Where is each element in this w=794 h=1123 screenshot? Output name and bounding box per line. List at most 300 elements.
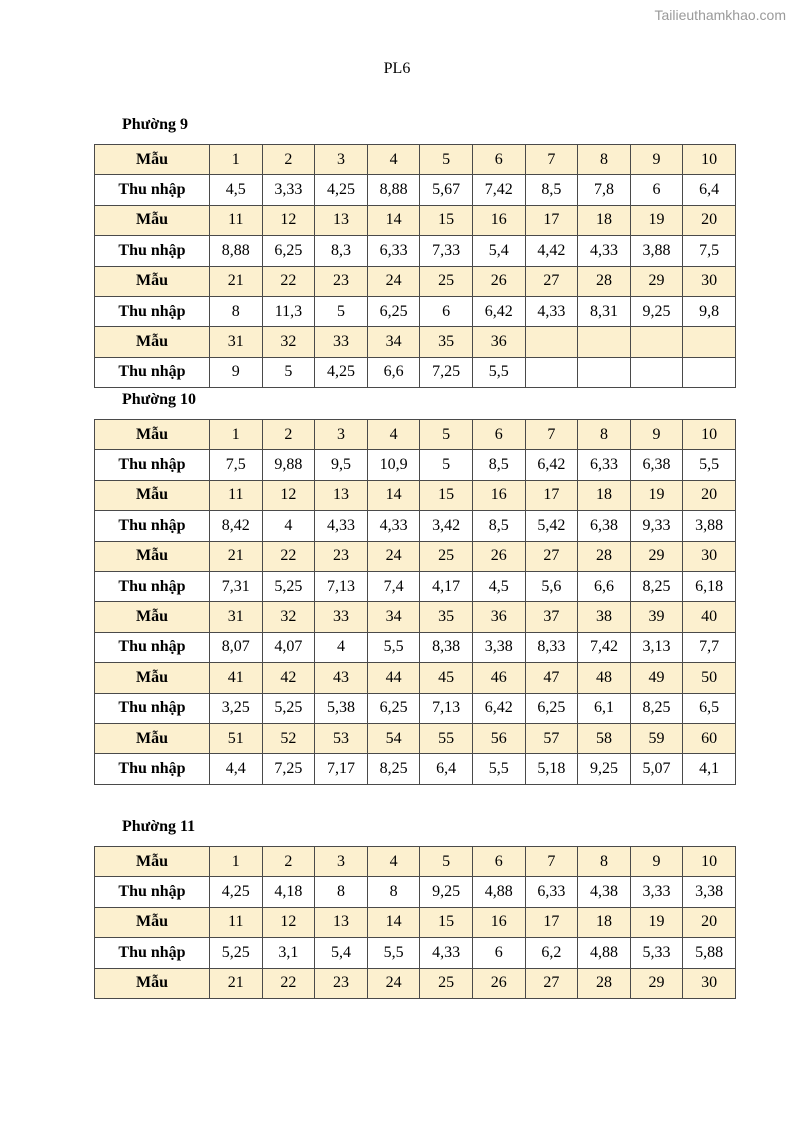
- sample-id-cell: 1: [210, 145, 263, 175]
- sample-id-cell: 16: [472, 205, 525, 235]
- income-cell: 6,42: [472, 693, 525, 723]
- sample-id-cell: 15: [420, 907, 473, 937]
- income-cell: 4,25: [315, 357, 368, 387]
- sample-id-cell: 28: [578, 266, 631, 296]
- ward-11-table: [94, 846, 736, 999]
- sample-id-cell: 29: [630, 266, 683, 296]
- income-label: Thu nhập: [95, 754, 210, 784]
- sample-id-cell: 21: [210, 968, 263, 998]
- sample-id-cell: 5: [420, 420, 473, 450]
- income-cell: 8,33: [525, 632, 578, 662]
- income-cell: 5,5: [367, 938, 420, 968]
- income-cell: 8,25: [367, 754, 420, 784]
- income-cell: 5,4: [315, 938, 368, 968]
- income-cell: 3,42: [420, 511, 473, 541]
- income-cell: 7,25: [420, 357, 473, 387]
- sample-id-cell: 2: [262, 420, 315, 450]
- sample-id-cell: 23: [315, 968, 368, 998]
- sample-id-cell: 9: [630, 145, 683, 175]
- sample-id-cell: 36: [472, 327, 525, 357]
- income-cell: 4,4: [210, 754, 263, 784]
- sample-id-cell: 54: [367, 723, 420, 753]
- sample-id-cell: 11: [210, 907, 263, 937]
- sample-id-cell: 20: [683, 907, 736, 937]
- sample-id-cell: 9: [630, 847, 683, 877]
- income-row: [95, 632, 736, 662]
- sample-label: Mẫu: [95, 327, 210, 357]
- income-cell: 3,13: [630, 632, 683, 662]
- income-cell: 6,2: [525, 938, 578, 968]
- income-cell: 7,17: [315, 754, 368, 784]
- sample-id-cell: 24: [367, 266, 420, 296]
- income-cell: 5: [315, 296, 368, 326]
- sample-id-cell: 14: [367, 205, 420, 235]
- income-cell: 6,38: [578, 511, 631, 541]
- income-cell: 6,33: [367, 236, 420, 266]
- income-cell: 9: [210, 357, 263, 387]
- income-cell: 8,3: [315, 236, 368, 266]
- sample-id-cell: 38: [578, 602, 631, 632]
- income-cell: 6: [630, 175, 683, 205]
- income-cell: 8,88: [367, 175, 420, 205]
- income-label: Thu nhập: [95, 693, 210, 723]
- sample-id-cell: 42: [262, 663, 315, 693]
- sample-id-cell: 30: [683, 266, 736, 296]
- income-cell: 4,33: [578, 236, 631, 266]
- income-cell: 5,88: [683, 938, 736, 968]
- income-cell: 5,5: [367, 632, 420, 662]
- income-cell: 4: [315, 632, 368, 662]
- income-cell: 4,33: [367, 511, 420, 541]
- income-cell: 4,17: [420, 571, 473, 601]
- income-cell: 6,38: [630, 450, 683, 480]
- income-cell: [683, 357, 736, 387]
- income-cell: 4,88: [578, 938, 631, 968]
- sample-id-cell: 29: [630, 541, 683, 571]
- income-cell: 8,5: [472, 511, 525, 541]
- sample-id-cell: 24: [367, 541, 420, 571]
- sample-id-cell: 3: [315, 847, 368, 877]
- sample-id-cell: 3: [315, 420, 368, 450]
- sample-id-cell: 2: [262, 145, 315, 175]
- sample-label: Mẫu: [95, 145, 210, 175]
- sample-id-cell: 16: [472, 480, 525, 510]
- sample-id-cell: 3: [315, 145, 368, 175]
- income-cell: 6,33: [578, 450, 631, 480]
- income-cell: 6,42: [525, 450, 578, 480]
- income-row: [95, 296, 736, 326]
- sample-id-cell: 47: [525, 663, 578, 693]
- sample-id-cell: 17: [525, 205, 578, 235]
- sample-id-cell: 27: [525, 266, 578, 296]
- income-cell: 5,38: [315, 693, 368, 723]
- sample-row: [95, 663, 736, 693]
- income-cell: 8,5: [472, 450, 525, 480]
- income-cell: 7,5: [683, 236, 736, 266]
- income-cell: 9,88: [262, 450, 315, 480]
- income-cell: 6: [420, 296, 473, 326]
- sample-row: [95, 907, 736, 937]
- sample-id-cell: [630, 327, 683, 357]
- sample-id-cell: 25: [420, 541, 473, 571]
- sample-id-cell: 25: [420, 968, 473, 998]
- sample-id-cell: 13: [315, 907, 368, 937]
- income-label: Thu nhập: [95, 938, 210, 968]
- sample-id-cell: 44: [367, 663, 420, 693]
- sample-row: [95, 968, 736, 998]
- income-cell: 11,3: [262, 296, 315, 326]
- sample-id-cell: 58: [578, 723, 631, 753]
- sample-id-cell: 35: [420, 327, 473, 357]
- income-cell: 6,25: [367, 296, 420, 326]
- sample-id-cell: 27: [525, 541, 578, 571]
- income-cell: 3,25: [210, 693, 263, 723]
- sample-id-cell: 7: [525, 145, 578, 175]
- income-row: [95, 693, 736, 723]
- sample-id-cell: 7: [525, 847, 578, 877]
- sample-id-cell: 8: [578, 847, 631, 877]
- ward-11-title: Phường 11: [122, 818, 196, 835]
- sample-id-cell: 13: [315, 205, 368, 235]
- income-cell: 5,42: [525, 511, 578, 541]
- sample-row: [95, 480, 736, 510]
- income-label: Thu nhập: [95, 357, 210, 387]
- sample-id-cell: 2: [262, 847, 315, 877]
- income-cell: 6,33: [525, 877, 578, 907]
- income-cell: 8,42: [210, 511, 263, 541]
- sample-row: [95, 723, 736, 753]
- income-cell: 6,25: [262, 236, 315, 266]
- sample-id-cell: 6: [472, 420, 525, 450]
- sample-row: [95, 145, 736, 175]
- sample-id-cell: 19: [630, 480, 683, 510]
- income-label: Thu nhập: [95, 175, 210, 205]
- sample-id-cell: 11: [210, 480, 263, 510]
- income-cell: 7,25: [262, 754, 315, 784]
- sample-id-cell: 28: [578, 968, 631, 998]
- income-cell: 3,38: [472, 632, 525, 662]
- income-cell: 4,88: [472, 877, 525, 907]
- page-label: PL6: [383, 60, 411, 77]
- sample-label: Mẫu: [95, 968, 210, 998]
- income-cell: 6,1: [578, 693, 631, 723]
- income-cell: 7,42: [472, 175, 525, 205]
- sample-id-cell: 40: [683, 602, 736, 632]
- income-cell: 9,33: [630, 511, 683, 541]
- income-cell: 8,07: [210, 632, 263, 662]
- income-row: [95, 754, 736, 784]
- income-cell: [578, 357, 631, 387]
- sample-id-cell: 8: [578, 420, 631, 450]
- sample-id-cell: 60: [683, 723, 736, 753]
- sample-id-cell: 18: [578, 907, 631, 937]
- sample-label: Mẫu: [95, 480, 210, 510]
- income-cell: 5,67: [420, 175, 473, 205]
- income-cell: 6,4: [420, 754, 473, 784]
- income-cell: 4,42: [525, 236, 578, 266]
- sample-id-cell: 30: [683, 968, 736, 998]
- sample-row: [95, 420, 736, 450]
- sample-id-cell: 1: [210, 420, 263, 450]
- sample-id-cell: 7: [525, 420, 578, 450]
- sample-id-cell: 22: [262, 266, 315, 296]
- income-row: [95, 450, 736, 480]
- sample-id-cell: 9: [630, 420, 683, 450]
- income-cell: 7,4: [367, 571, 420, 601]
- sample-id-cell: [525, 327, 578, 357]
- income-cell: 7,33: [420, 236, 473, 266]
- income-cell: 4,38: [578, 877, 631, 907]
- sample-id-cell: 20: [683, 205, 736, 235]
- income-cell: 3,33: [630, 877, 683, 907]
- ward-10-table: [94, 419, 736, 785]
- sample-id-cell: 56: [472, 723, 525, 753]
- sample-id-cell: 57: [525, 723, 578, 753]
- income-cell: [630, 357, 683, 387]
- income-label: Thu nhập: [95, 236, 210, 266]
- income-cell: [525, 357, 578, 387]
- income-cell: 3,88: [630, 236, 683, 266]
- income-cell: 10,9: [367, 450, 420, 480]
- sample-id-cell: 51: [210, 723, 263, 753]
- income-row: [95, 571, 736, 601]
- sample-row: [95, 205, 736, 235]
- income-cell: 4,07: [262, 632, 315, 662]
- income-cell: 7,5: [210, 450, 263, 480]
- sample-id-cell: 23: [315, 266, 368, 296]
- income-cell: 8: [315, 877, 368, 907]
- income-cell: 5,5: [683, 450, 736, 480]
- sample-id-cell: 52: [262, 723, 315, 753]
- sample-id-cell: 1: [210, 847, 263, 877]
- income-cell: 5,18: [525, 754, 578, 784]
- sample-id-cell: 21: [210, 266, 263, 296]
- income-cell: 4: [262, 511, 315, 541]
- income-cell: 6,42: [472, 296, 525, 326]
- sample-id-cell: 10: [683, 145, 736, 175]
- sample-id-cell: 55: [420, 723, 473, 753]
- sample-id-cell: [683, 327, 736, 357]
- income-cell: 9,8: [683, 296, 736, 326]
- income-label: Thu nhập: [95, 511, 210, 541]
- income-cell: 7,13: [315, 571, 368, 601]
- sample-id-cell: 12: [262, 480, 315, 510]
- income-cell: 7,7: [683, 632, 736, 662]
- sample-label: Mẫu: [95, 847, 210, 877]
- sample-id-cell: 39: [630, 602, 683, 632]
- income-cell: 6,6: [578, 571, 631, 601]
- income-cell: 4,33: [525, 296, 578, 326]
- sample-id-cell: 34: [367, 602, 420, 632]
- sample-id-cell: 17: [525, 907, 578, 937]
- sample-id-cell: 11: [210, 205, 263, 235]
- income-cell: 7,31: [210, 571, 263, 601]
- income-cell: 6,25: [367, 693, 420, 723]
- sample-id-cell: 14: [367, 907, 420, 937]
- income-cell: 5: [262, 357, 315, 387]
- income-cell: 5,5: [472, 357, 525, 387]
- sample-id-cell: 15: [420, 480, 473, 510]
- sample-id-cell: 25: [420, 266, 473, 296]
- sample-id-cell: 20: [683, 480, 736, 510]
- sample-id-cell: 13: [315, 480, 368, 510]
- sample-label: Mẫu: [95, 602, 210, 632]
- income-cell: 5,33: [630, 938, 683, 968]
- sample-id-cell: 27: [525, 968, 578, 998]
- sample-id-cell: 18: [578, 205, 631, 235]
- income-row: [95, 877, 736, 907]
- sample-id-cell: 4: [367, 847, 420, 877]
- sample-id-cell: 33: [315, 602, 368, 632]
- sample-id-cell: 34: [367, 327, 420, 357]
- sample-id-cell: 16: [472, 907, 525, 937]
- income-cell: 8: [367, 877, 420, 907]
- sample-id-cell: 18: [578, 480, 631, 510]
- sample-id-cell: 24: [367, 968, 420, 998]
- sample-id-cell: 29: [630, 968, 683, 998]
- income-row: [95, 357, 736, 387]
- income-cell: 8,25: [630, 571, 683, 601]
- income-cell: 4,25: [210, 877, 263, 907]
- sample-id-cell: 49: [630, 663, 683, 693]
- sample-label: Mẫu: [95, 723, 210, 753]
- income-cell: 5: [420, 450, 473, 480]
- income-cell: 5,25: [262, 571, 315, 601]
- income-cell: 8,5: [525, 175, 578, 205]
- income-cell: 8: [210, 296, 263, 326]
- sample-id-cell: 12: [262, 205, 315, 235]
- sample-id-cell: 35: [420, 602, 473, 632]
- sample-id-cell: 19: [630, 907, 683, 937]
- income-cell: 6: [472, 938, 525, 968]
- sample-id-cell: 41: [210, 663, 263, 693]
- sample-id-cell: 50: [683, 663, 736, 693]
- sample-id-cell: 10: [683, 420, 736, 450]
- income-cell: 6,25: [525, 693, 578, 723]
- sample-id-cell: 4: [367, 420, 420, 450]
- sample-id-cell: 46: [472, 663, 525, 693]
- sample-id-cell: 59: [630, 723, 683, 753]
- sample-id-cell: 28: [578, 541, 631, 571]
- income-cell: 6,5: [683, 693, 736, 723]
- sample-id-cell: 17: [525, 480, 578, 510]
- income-label: Thu nhập: [95, 877, 210, 907]
- sample-id-cell: 6: [472, 847, 525, 877]
- sample-label: Mẫu: [95, 266, 210, 296]
- sample-id-cell: 21: [210, 541, 263, 571]
- sample-row: [95, 541, 736, 571]
- income-row: [95, 938, 736, 968]
- sample-id-cell: 53: [315, 723, 368, 753]
- sample-id-cell: 31: [210, 327, 263, 357]
- income-cell: 8,31: [578, 296, 631, 326]
- sample-id-cell: 14: [367, 480, 420, 510]
- sample-row: [95, 602, 736, 632]
- sample-id-cell: [578, 327, 631, 357]
- sample-id-cell: 32: [262, 602, 315, 632]
- income-label: Thu nhập: [95, 632, 210, 662]
- ward-9-table: [94, 144, 736, 388]
- income-cell: 5,25: [262, 693, 315, 723]
- ward-10-title: Phường 10: [122, 391, 197, 408]
- sample-label: Mẫu: [95, 907, 210, 937]
- income-cell: 6,6: [367, 357, 420, 387]
- sample-row: [95, 266, 736, 296]
- income-cell: 6,18: [683, 571, 736, 601]
- sample-id-cell: 22: [262, 968, 315, 998]
- sample-label: Mẫu: [95, 420, 210, 450]
- income-cell: 5,5: [472, 754, 525, 784]
- sample-id-cell: 26: [472, 541, 525, 571]
- income-cell: 3,88: [683, 511, 736, 541]
- sample-row: [95, 327, 736, 357]
- income-cell: 7,42: [578, 632, 631, 662]
- ward-9-title: Phường 9: [122, 116, 189, 133]
- income-cell: 9,25: [578, 754, 631, 784]
- income-cell: 8,38: [420, 632, 473, 662]
- sample-id-cell: 26: [472, 968, 525, 998]
- sample-id-cell: 30: [683, 541, 736, 571]
- sample-id-cell: 12: [262, 907, 315, 937]
- income-row: [95, 175, 736, 205]
- income-cell: 5,25: [210, 938, 263, 968]
- sample-id-cell: 48: [578, 663, 631, 693]
- sample-id-cell: 31: [210, 602, 263, 632]
- sample-label: Mẫu: [95, 541, 210, 571]
- income-cell: 5,6: [525, 571, 578, 601]
- income-cell: 7,13: [420, 693, 473, 723]
- sample-id-cell: 6: [472, 145, 525, 175]
- income-label: Thu nhập: [95, 571, 210, 601]
- sample-id-cell: 22: [262, 541, 315, 571]
- sample-id-cell: 15: [420, 205, 473, 235]
- income-cell: 5,07: [630, 754, 683, 784]
- income-cell: 4,1: [683, 754, 736, 784]
- sample-id-cell: 43: [315, 663, 368, 693]
- sample-id-cell: 5: [420, 847, 473, 877]
- income-cell: 8,88: [210, 236, 263, 266]
- sample-id-cell: 33: [315, 327, 368, 357]
- sample-id-cell: 45: [420, 663, 473, 693]
- income-cell: 5,4: [472, 236, 525, 266]
- income-cell: 6,4: [683, 175, 736, 205]
- income-label: Thu nhập: [95, 296, 210, 326]
- sample-id-cell: 19: [630, 205, 683, 235]
- sample-id-cell: 4: [367, 145, 420, 175]
- income-cell: 4,33: [420, 938, 473, 968]
- sample-id-cell: 10: [683, 847, 736, 877]
- sample-id-cell: 36: [472, 602, 525, 632]
- income-cell: 9,25: [630, 296, 683, 326]
- income-row: [95, 511, 736, 541]
- income-cell: 4,33: [315, 511, 368, 541]
- sample-label: Mẫu: [95, 205, 210, 235]
- income-cell: 4,5: [472, 571, 525, 601]
- sample-id-cell: 32: [262, 327, 315, 357]
- sample-id-cell: 5: [420, 145, 473, 175]
- sample-id-cell: 37: [525, 602, 578, 632]
- income-cell: 9,25: [420, 877, 473, 907]
- sample-label: Mẫu: [95, 663, 210, 693]
- income-cell: 4,25: [315, 175, 368, 205]
- income-row: [95, 236, 736, 266]
- income-cell: 3,1: [262, 938, 315, 968]
- income-cell: 3,33: [262, 175, 315, 205]
- sample-id-cell: 26: [472, 266, 525, 296]
- income-cell: 7,8: [578, 175, 631, 205]
- income-cell: 9,5: [315, 450, 368, 480]
- income-cell: 3,38: [683, 877, 736, 907]
